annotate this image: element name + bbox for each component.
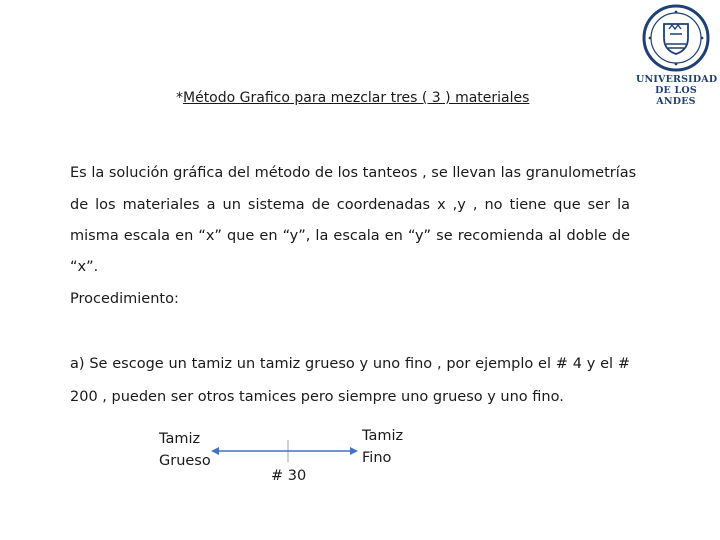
title-prefix: * (176, 90, 183, 106)
coarse-label-line2: Grueso (159, 453, 211, 469)
fine-label-line1: Tamiz (362, 428, 404, 444)
logo-text-line1: UNIVERSIDAD (636, 74, 718, 85)
paragraph-line-2: de los materiales a un sistema de coordenadas x ,y , no tiene que ser la (70, 197, 630, 213)
logo-text-line2: DE LOS ANDES (655, 85, 697, 107)
paragraph-line-4: “x”. (70, 259, 99, 275)
title-text: Método Grafico para mezclar tres ( 3 ) materiales (183, 90, 530, 106)
step-a-line-2: 200 , pueden ser otros tamices pero siempre uno grueso y uno fino. (70, 389, 564, 405)
page-title (176, 90, 529, 106)
fine-sieve-label (362, 425, 403, 469)
procedure-heading: Procedimiento: (70, 291, 179, 307)
paragraph-line-1: Es la solución gráfica del método de los tanteos , se llevan las granulometrías (70, 165, 637, 181)
sieve-scale-diagram (210, 436, 360, 466)
sieve-30-label: # 30 (271, 468, 307, 484)
university-logo (636, 4, 718, 107)
fine-label-line2: Fino (362, 450, 392, 466)
paragraph-line-3: misma escala en “x” que en “y”, la escala en “y” se recomienda al doble de (70, 228, 630, 244)
university-seal-icon (642, 4, 710, 72)
arrow-right-head (350, 447, 358, 455)
step-a-line-1: a) Se escoge un tamiz un tamiz grueso y uno fino , por ejemplo el # 4 y el # (70, 356, 630, 372)
arrow-left-head (211, 447, 219, 455)
coarse-label-line1: Tamiz (159, 431, 201, 447)
coarse-sieve-label (159, 428, 211, 472)
